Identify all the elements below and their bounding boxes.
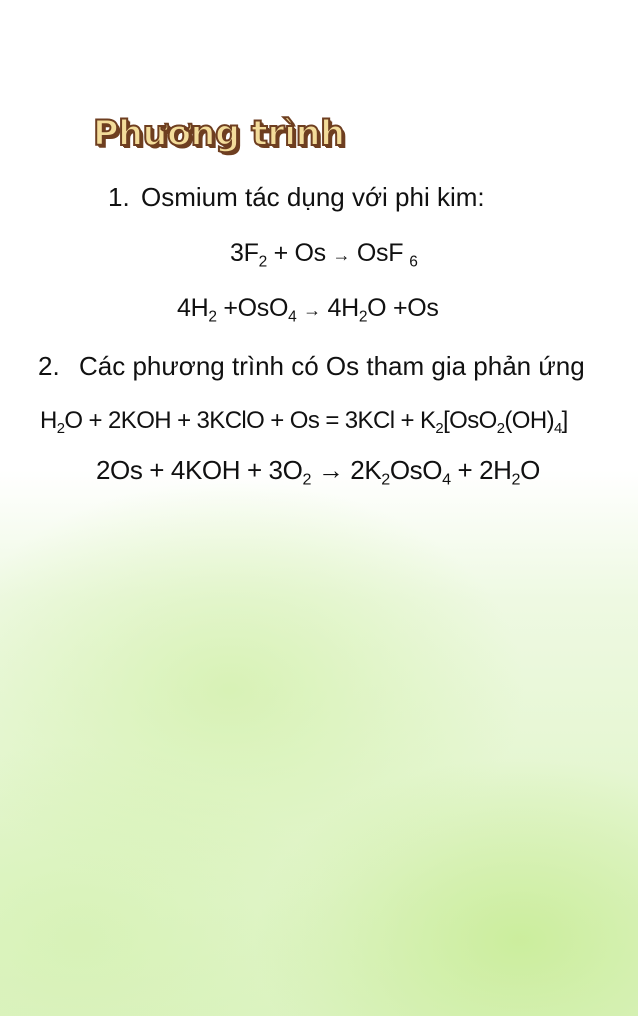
section-2-text: Các phương trình có Os tham gia phản ứng <box>79 351 585 381</box>
eq4-sub-2: 2 <box>381 470 390 489</box>
eq2-reactant-b: +OsO <box>223 294 289 322</box>
eq4-sub-3: 4 <box>442 470 451 489</box>
eq2-arrow: → <box>303 300 321 320</box>
eq3-part-4: (OH) <box>504 407 554 434</box>
eq2-reactant-b-sub: 4 <box>288 308 297 326</box>
page-title: Phương trình <box>93 114 345 154</box>
eq3-part-2: O + 2KOH + 3KClO + Os = 3KCl + K <box>64 407 436 434</box>
eq3-part-5: ] <box>561 407 568 434</box>
eq3-sub-1: 2 <box>56 421 65 438</box>
section-1-number: 1. <box>108 182 130 212</box>
eq4-part-4: + 2H <box>457 455 512 485</box>
section-1-text: Osmium tác dụng với phi kim: <box>141 182 485 212</box>
equation-osmium-fluorine <box>230 239 418 271</box>
eq2-product-b: O +Os <box>367 294 439 322</box>
eq1-reactant-b: + Os <box>273 239 326 267</box>
eq1-arrow: → <box>332 245 351 265</box>
equation-hydrogen-osmium-tetroxide <box>177 294 439 326</box>
eq4-part-3: OsO <box>389 455 443 485</box>
equation-osmium-koh-oxygen <box>96 455 540 489</box>
eq3-sub-3: 2 <box>496 421 505 438</box>
section-2-heading <box>38 351 585 382</box>
section-1-heading <box>108 182 485 213</box>
eq3-sub-4: 4 <box>553 421 562 438</box>
eq2-reactant-a-sub: 2 <box>208 308 217 326</box>
eq1-product: OsF <box>356 239 404 267</box>
eq3-sub-2: 2 <box>435 421 444 438</box>
eq4-part-2: 2K <box>350 455 382 485</box>
eq1-reactant-a: 3F <box>230 239 259 267</box>
eq1-product-sub: 6 <box>409 253 418 271</box>
eq3-part-1: H <box>40 407 57 434</box>
eq2-product-a-sub: 2 <box>358 308 368 326</box>
eq4-arrow: → <box>317 455 344 485</box>
eq2-reactant-a: 4H <box>177 294 209 322</box>
eq1-reactant-a-sub: 2 <box>258 253 267 271</box>
eq4-sub-1: 2 <box>302 470 311 489</box>
eq4-part-5: O <box>520 455 540 485</box>
eq3-part-3: [OsO <box>443 407 497 434</box>
equation-osmium-kclo <box>40 407 568 438</box>
section-2-number: 2. <box>38 351 60 381</box>
eq2-product-a: 4H <box>327 294 359 322</box>
eq4-part-1: 2Os + 4KOH + 3O <box>96 455 303 485</box>
eq4-sub-4: 2 <box>511 470 521 489</box>
